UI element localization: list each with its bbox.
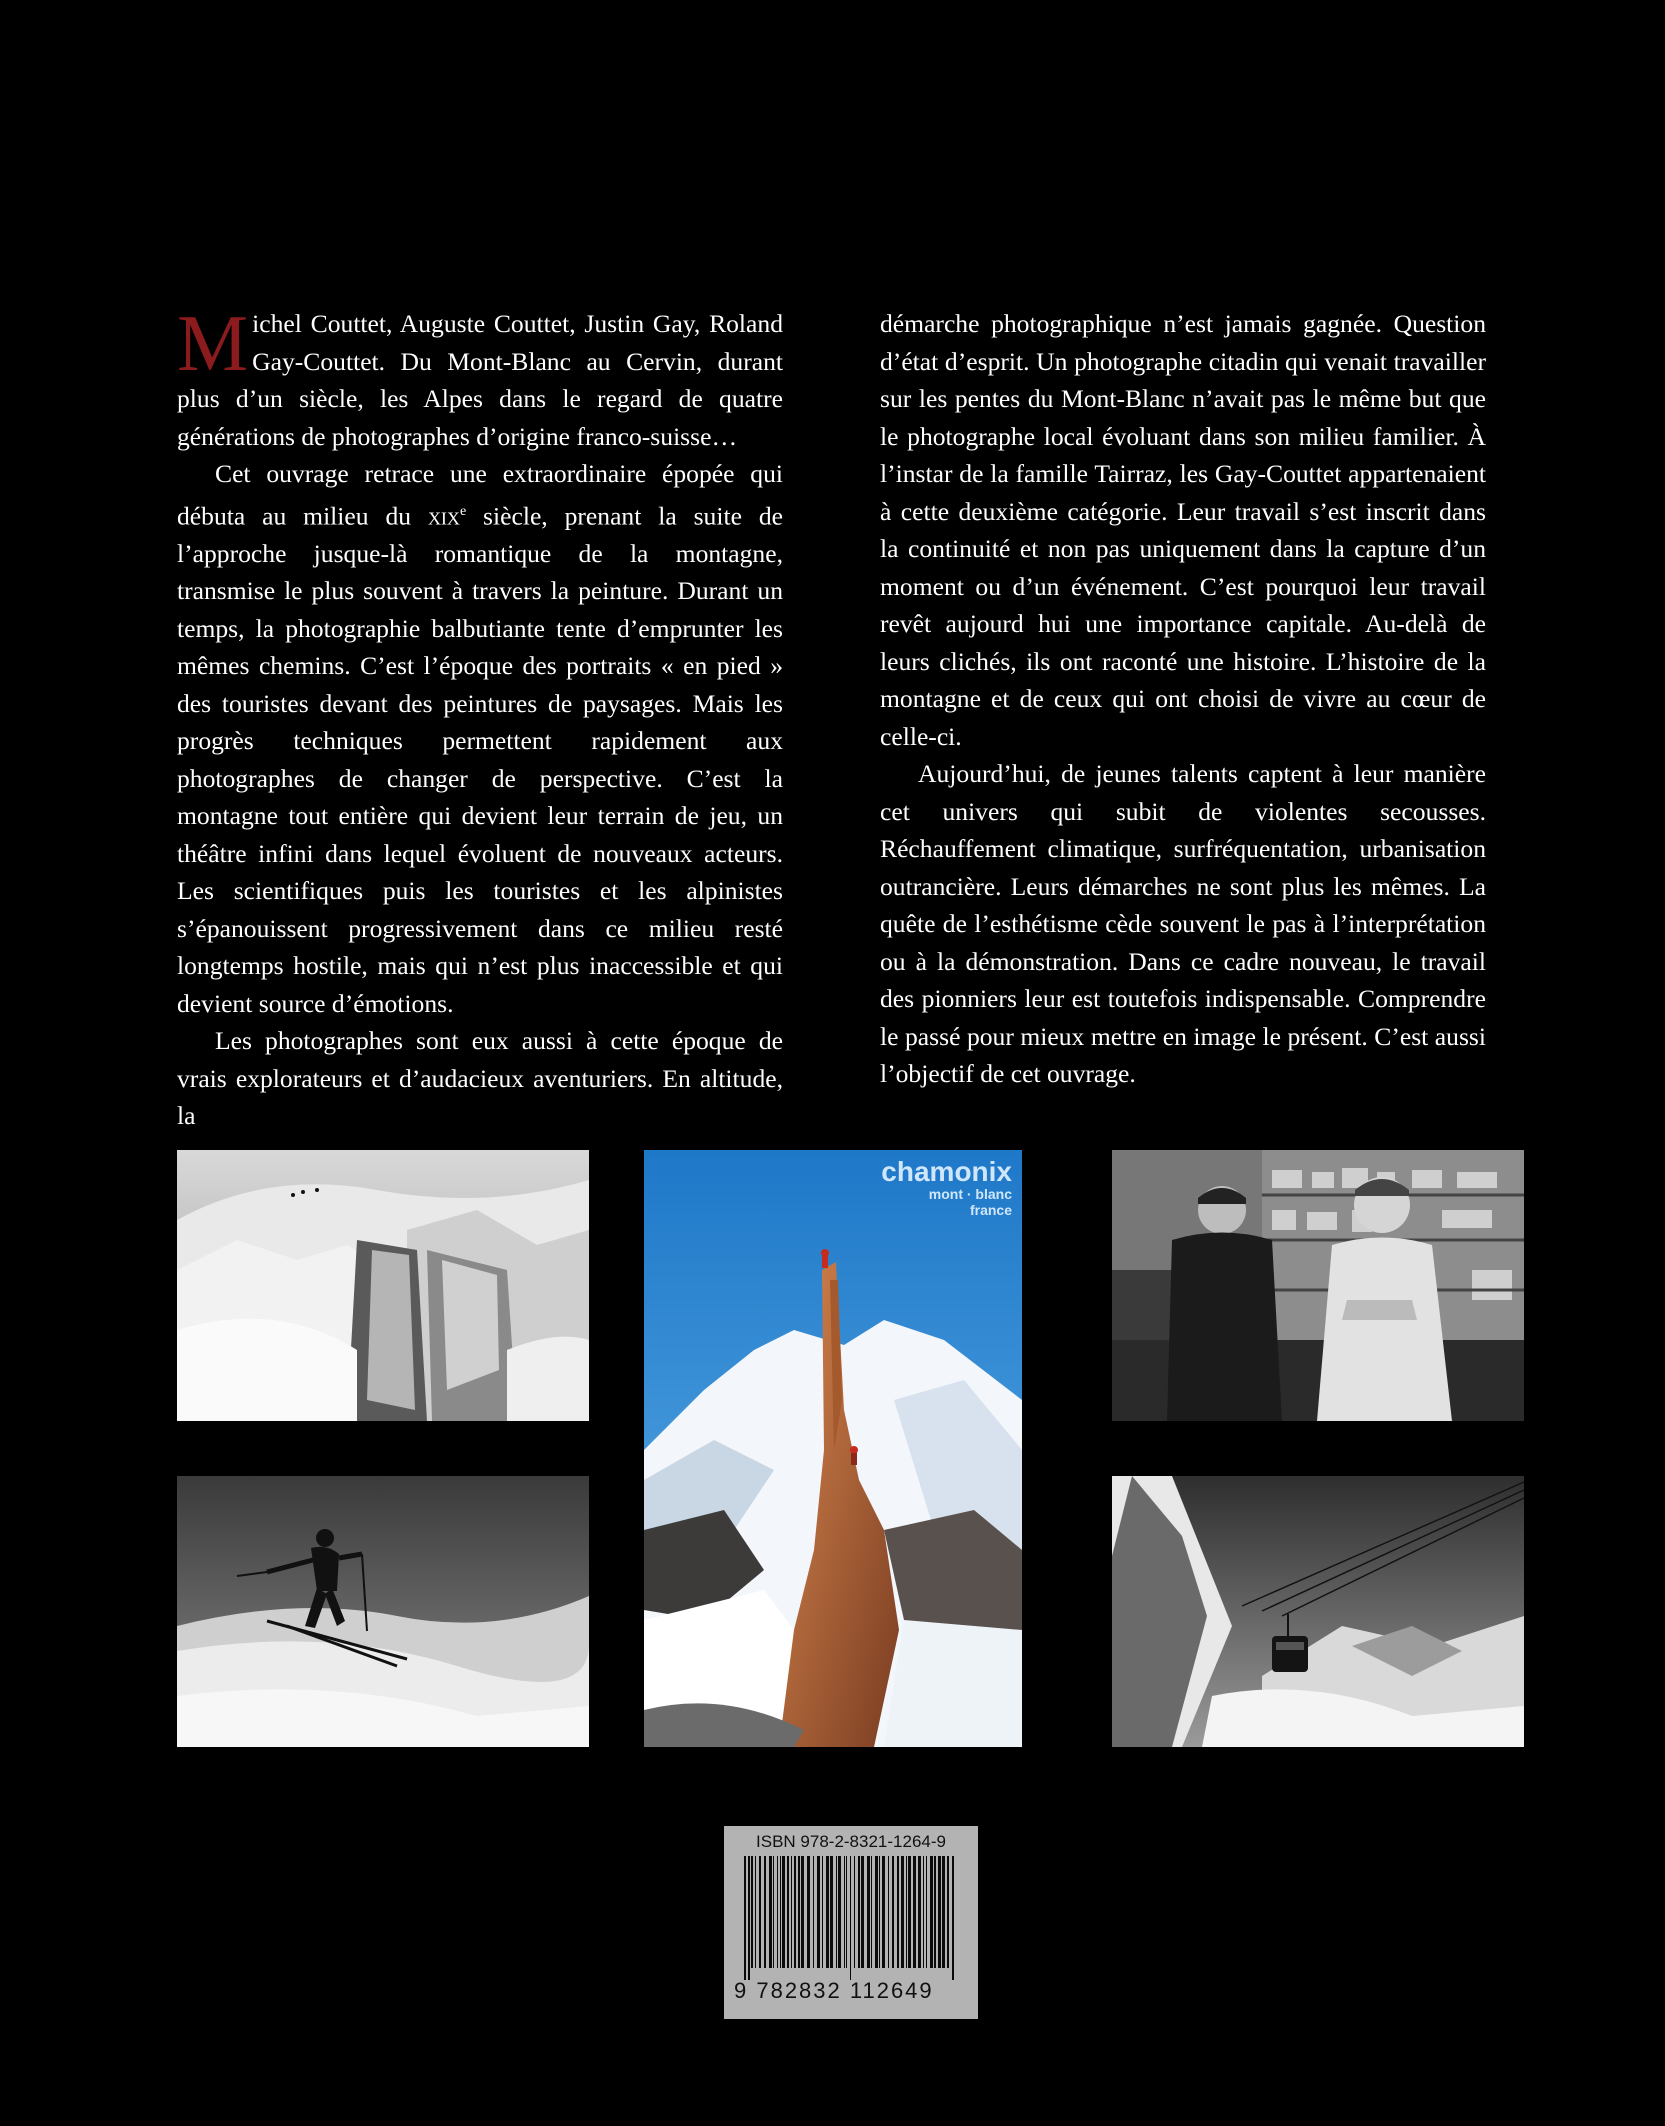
barcode-bar xyxy=(844,1856,845,1968)
barcode-bar xyxy=(755,1856,756,1968)
barcode-bar xyxy=(892,1856,894,1968)
paragraph-history: Cet ouvrage retrace une extraordinaire épopée qui débuta au milieu du xix$^e$ siècle, prenant la suite de l’approche jusque-là romantique de la montagne, transmise le plus souvent à travers la peinture. Durant un temps, la photographie balbutiante tente d’emprunter les mêmes chemins. C’est l’époque des portraits « en pied » des touristes devant des peintures de paysages. Mais les progrès techniques permettent rapidement aux photographes de changer de perspective. C’est la montagne tout entière qui devient leur terrain de jeu, un théâtre infini dans lequel évoluent de nouveaux acteurs. Les scientifiques puis les touristes et les alpinistes s’épanouissent progressivement dans ce milieu resté longtemps hostile, mais qui n’est plus inaccessible et qui devient source d’émotions. xyxy=(177,459,783,1018)
barcode-bar xyxy=(838,1856,841,1968)
photo-cable-car xyxy=(1112,1476,1524,1747)
barcode-bar xyxy=(744,1856,746,1980)
barcode-bar xyxy=(822,1856,823,1968)
photo-skier xyxy=(177,1476,589,1747)
barcode-bar xyxy=(875,1856,878,1968)
barcode-bar xyxy=(791,1856,792,1968)
century-numeral: xix xyxy=(427,501,460,531)
drop-cap: M xyxy=(177,300,249,388)
barcode-bar xyxy=(942,1856,945,1968)
poster-title-block xyxy=(881,1158,1012,1218)
barcode-bar xyxy=(867,1856,870,1968)
photo-glacier-seracs xyxy=(177,1150,589,1421)
photo-shop-portrait xyxy=(1112,1150,1524,1421)
barcode-bar xyxy=(807,1856,810,1968)
barcode-bar xyxy=(930,1856,933,1968)
barcode-bar xyxy=(879,1856,880,1968)
paragraph-intro: Michel Couttet, Auguste Couttet, Justin Gay, Roland Gay-Couttet. Du Mont-Blanc au Cervin, durant plus d’un siècle, les Alpes dans le regard de quatre générations de photographes d’origine franco-suisse… xyxy=(177,300,783,451)
barcode-bar xyxy=(934,1856,936,1968)
barcode-bar xyxy=(858,1856,860,1968)
barcode-bar xyxy=(826,1856,829,1968)
barcode-bar xyxy=(817,1856,820,1968)
barcode-bar xyxy=(906,1856,907,1968)
poster-sub1: mont · blanc xyxy=(928,1186,1012,1202)
text-column-right xyxy=(880,305,1486,1093)
text-column-left xyxy=(177,300,783,1135)
poster-sub2: france xyxy=(969,1202,1012,1218)
paragraph-photographers-continued: démarche photographique n’est jamais gagnée. Question d’état d’esprit. Un photographe citadin qui venait travailler sur les pentes du Mont-Blanc n’avait pas le même but que le photographe local évoluant dans son milieu familier. À l’instar de la famille Tairraz, les Gay-Couttet appartenaient à cette deuxième catégorie. Leur travail s’est inscrit dans la continuité et non pas uniquement dans la capture d’un moment ou d’un événement. C’est pourquoi leur travail revêt aujourd hui une importance capitale. Au-delà de leurs clichés, ils ont raconté une histoire. L’histoire de la montagne et de ceux qui ont choisi de vivre au cœur de celle-ci. xyxy=(880,309,1486,751)
barcode-bar xyxy=(861,1856,864,1968)
paragraph-today: Aujourd’hui, de jeunes talents captent à leur manière cet univers qui subit de violentes secousses. Réchauffement climatique, surfréquentation, urbanisation outrancière. Leurs démarches ne sont plus les mêmes. La quête de l’esthétisme cède souvent le pas à l’interprétation ou à la démonstration. Dans ce cadre nouveau, le travail des pionniers leur est toutefois indispensable. Comprendre le passé pour mieux mettre en image le présent. C’est aussi l’objectif de cet ouvrage. xyxy=(880,759,1486,1088)
barcode-bar xyxy=(764,1856,766,1968)
barcode-bar xyxy=(773,1856,774,1968)
barcode-bar xyxy=(952,1856,954,1980)
barcode-bar xyxy=(897,1856,899,1968)
barcode-bar xyxy=(888,1856,889,1968)
barcode-bar xyxy=(846,1856,847,1968)
barcode-bar xyxy=(926,1856,927,1968)
photo-chamonix-poster xyxy=(644,1150,1022,1747)
barcode-bar xyxy=(751,1856,753,1968)
paragraph-photographers-start: Les photographes sont eux aussi à cette époque de vrais explorateurs et d’audacieux aventuriers. En altitude, la xyxy=(177,1026,783,1131)
barcode-bar xyxy=(801,1856,804,1968)
barcode-bar xyxy=(798,1856,800,1968)
barcode-bar xyxy=(794,1856,796,1968)
barcode-bar xyxy=(913,1856,916,1968)
barcode-bars xyxy=(742,1856,960,1980)
barcode-bar xyxy=(947,1856,949,1968)
barcode-digits: 9 782832 112649 xyxy=(734,1978,934,2003)
barcode-bar xyxy=(780,1856,781,1968)
barcode-bar xyxy=(787,1856,789,1968)
barcode-bar xyxy=(769,1856,772,1968)
barcode-bar xyxy=(938,1856,941,1968)
isbn-barcode xyxy=(724,1826,978,2019)
barcode-bar xyxy=(854,1856,855,1968)
barcode-bar xyxy=(759,1856,761,1968)
barcode-bar xyxy=(923,1856,924,1968)
century-superscript: e xyxy=(459,503,467,519)
barcode-bar xyxy=(882,1856,885,1968)
barcode-bar xyxy=(782,1856,785,1968)
poster-brand: chamonix xyxy=(881,1156,1012,1187)
barcode-bar xyxy=(777,1856,778,1968)
barcode-bar xyxy=(871,1856,872,1968)
isbn-label: ISBN 978-2-8321-1264-9 xyxy=(756,1832,946,1851)
barcode-bar xyxy=(813,1856,814,1968)
barcode-bar xyxy=(748,1856,750,1980)
barcode-bar xyxy=(850,1856,851,1980)
barcode-bar xyxy=(901,1856,904,1968)
barcode-bar xyxy=(830,1856,833,1968)
barcode-bar xyxy=(918,1856,921,1968)
barcode-bar xyxy=(908,1856,911,1968)
barcode-bar xyxy=(836,1856,837,1968)
